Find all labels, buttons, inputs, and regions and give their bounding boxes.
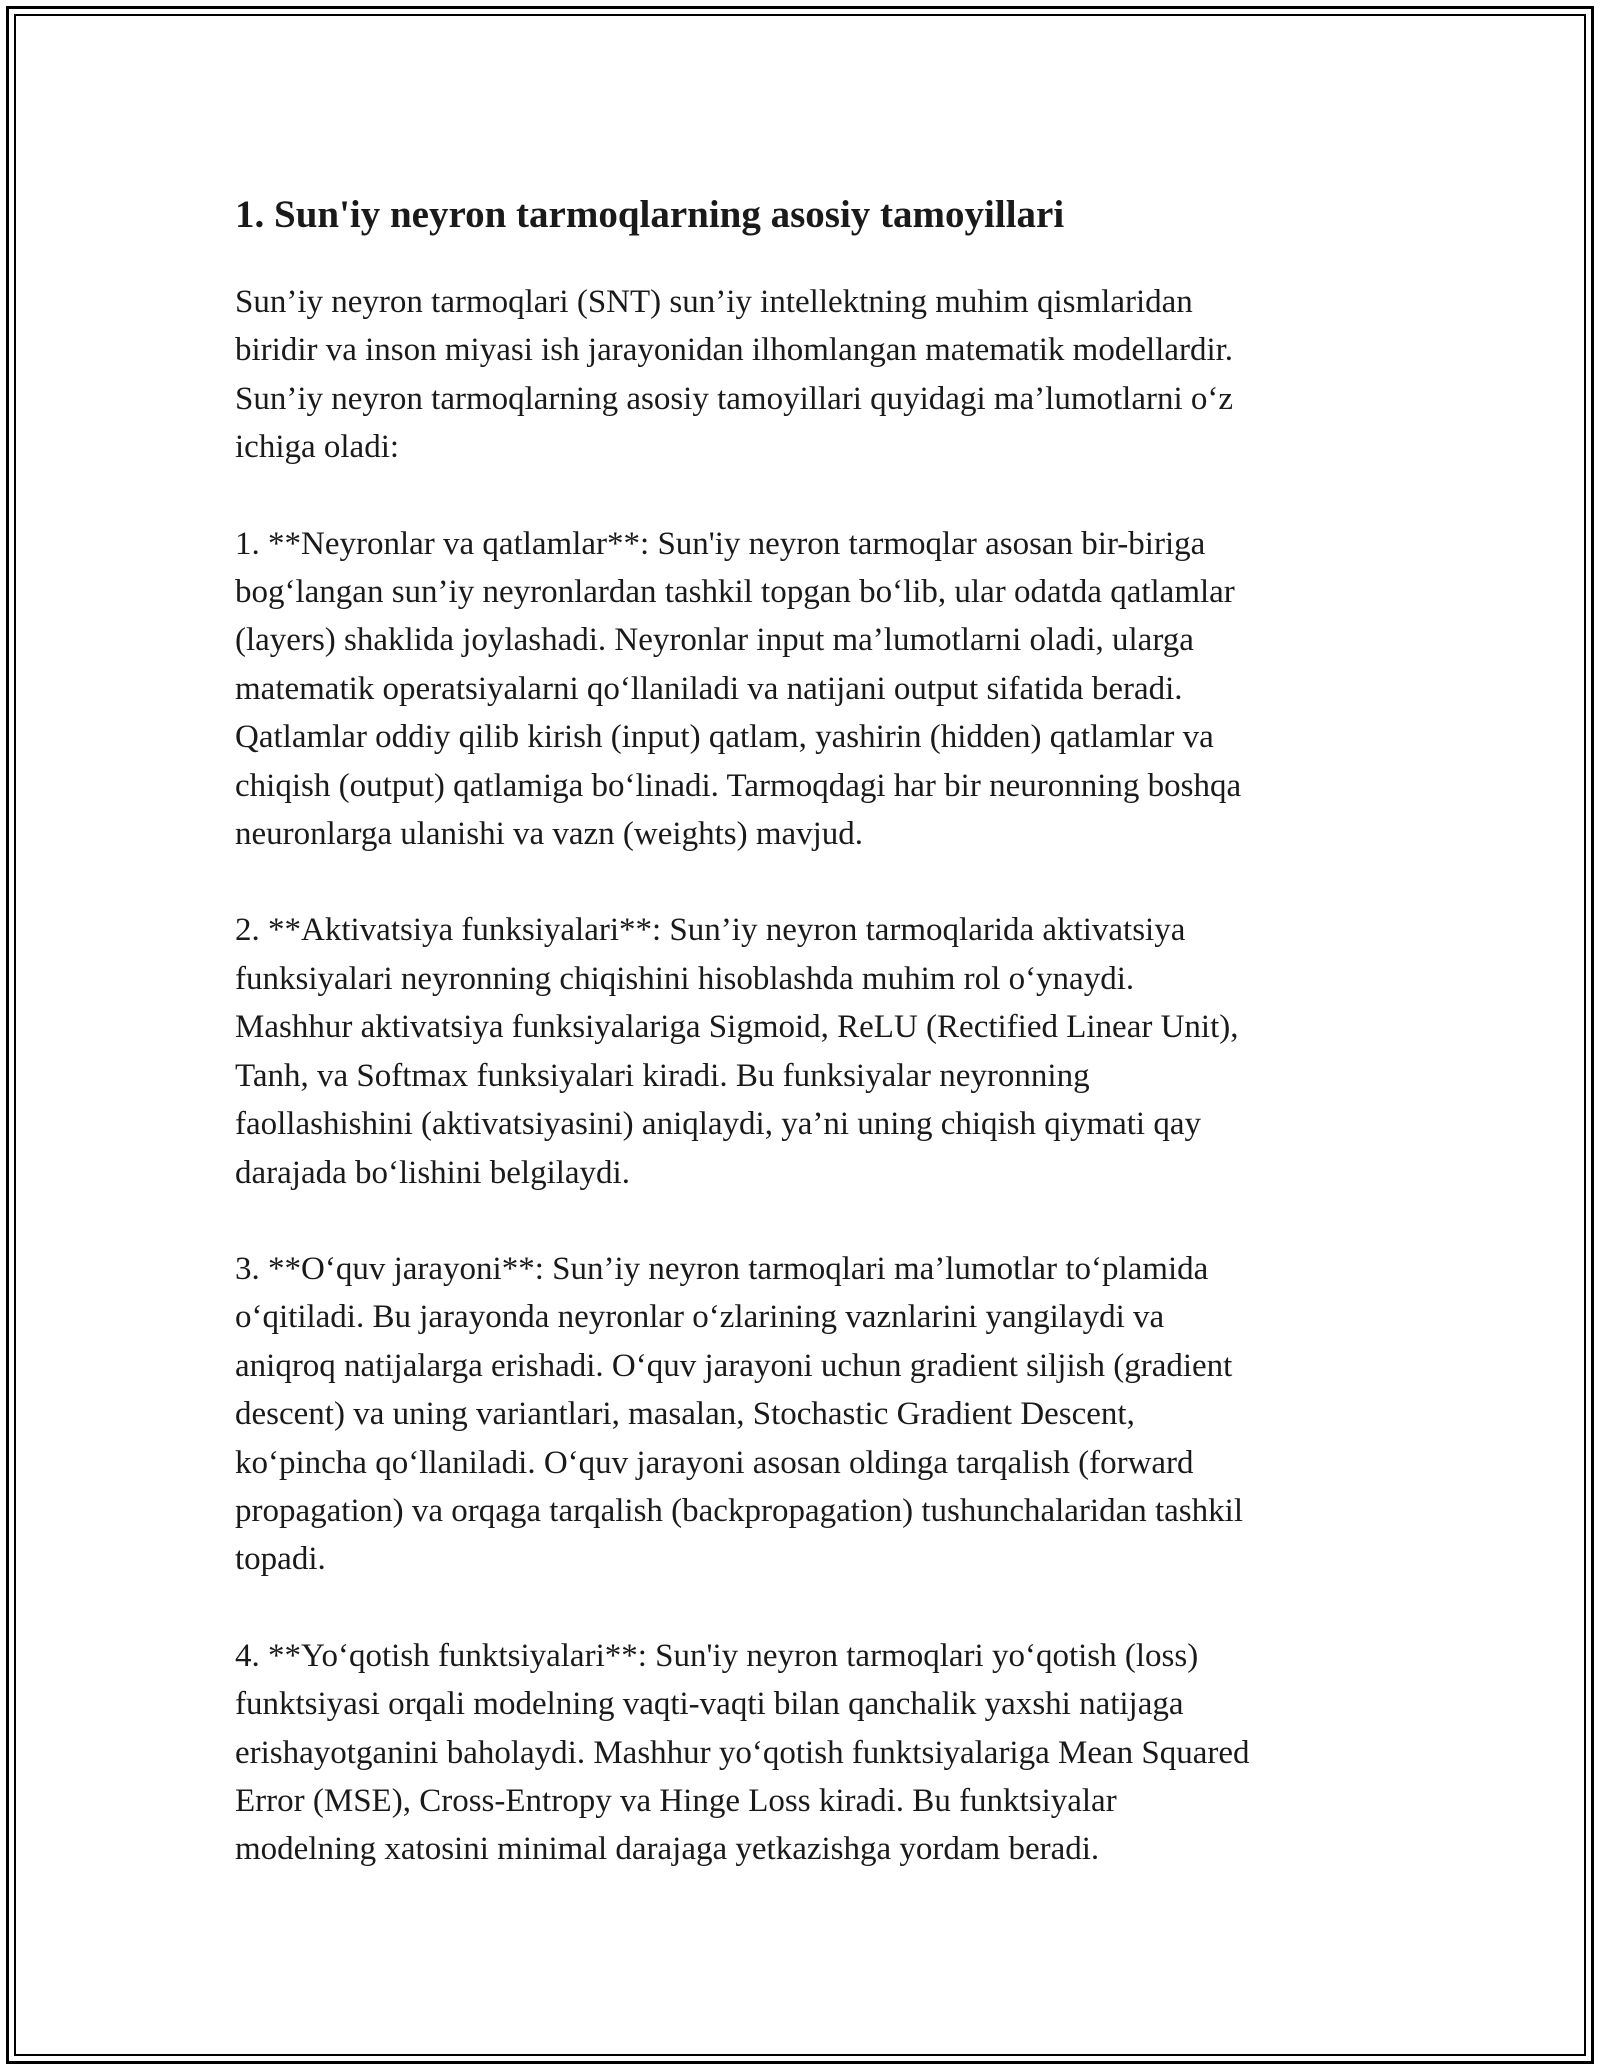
paragraph-training-process: 3. **Oʻquv jarayoni**: Sun’iy neyron tarmoqlari ma’lumotlar toʻplamida oʻqitiladi. Bu jarayonda neyronlar oʻzlarining vaznlarini yangilaydi va aniqroq natijalarga erishadi. Oʻquv jarayoni uchun gradient siljish (gradient descent) va uning variantlari, masalan, Stochastic Gradient Descent, koʻpincha qoʻllaniladi. Oʻquv jarayoni asosan oldinga tarqalish (forward propagation) va orqaga tarqalish (backpropagation) tushunchalaridan tashkil topadi. [235, 1250, 1243, 1578]
paragraph-neurons-layers: 1. **Neyronlar va qatlamlar**: Sun'iy neyron tarmoqlar asosan bir-biriga bogʻlangan sun’iy neyronlardan tashkil topgan boʻlib, ular odatda qatlamlar (layers) shaklida joylashadi. Neyronlar input ma’lumotlarni oladi, ularga matematik operatsiyalarni qoʻllaniladi va natijani output sifatida beradi. Qatlamlar oddiy qilib kirish (input) qatlam, yashirin (hidden) qatlamlar va chiqish (output) qatlamiga boʻlinadi. Tarmoqdagi har bir neuronning boshqa neuronlarga ulanishi va vazn (weights) mavjud. [235, 525, 1242, 853]
paragraph-loss-functions: 4. **Yoʻqotish funktsiyalari**: Sun'iy neyron tarmoqlari yoʻqotish (loss) funktsiyasi orqali modelning vaqti-vaqti bilan qanchalik yaxshi natijaga erishayotganini baholaydi. Mashhur yoʻqotish funktsiyalariga Mean Squared Error (MSE), Cross-Entropy va Hinge Loss kiradi. Bu funktsiyalar modelning xatosini minimal darajaga yetkazishga yordam beradi. [235, 1637, 1250, 1868]
paragraph-activation-functions: 2. **Aktivatsiya funksiyalari**: Sun’iy neyron tarmoqlarida aktivatsiya funksiyalari neyronning chiqishini hisoblashda muhim rol oʻynaydi. Mashhur aktivatsiya funksiyalariga Sigmoid, ReLU (Rectified Linear Unit), Tanh, va Softmax funksiyalari kiradi. Bu funksiyalar neyronning faollashishini (aktivatsiyasini) aniqlaydi, ya’ni uning chiqish qiymati qay darajada boʻlishini belgilaydi. [235, 912, 1239, 1191]
document-body [235, 180, 1375, 1874]
document-title: 1. Sun'iy neyron tarmoqlarning asosiy tamoyillari [235, 193, 1065, 236]
intro-paragraph: Sun’iy neyron tarmoqlari (SNT) sun’iy intellektning muhim qismlaridan biridir va inson miyasi ish jarayonidan ilhomlangan matematik modellardir. Sun’iy neyron tarmoqlarning asosiy tamoyillari quyidagi ma’lumotlarni oʻz ichiga oladi: [235, 284, 1234, 466]
